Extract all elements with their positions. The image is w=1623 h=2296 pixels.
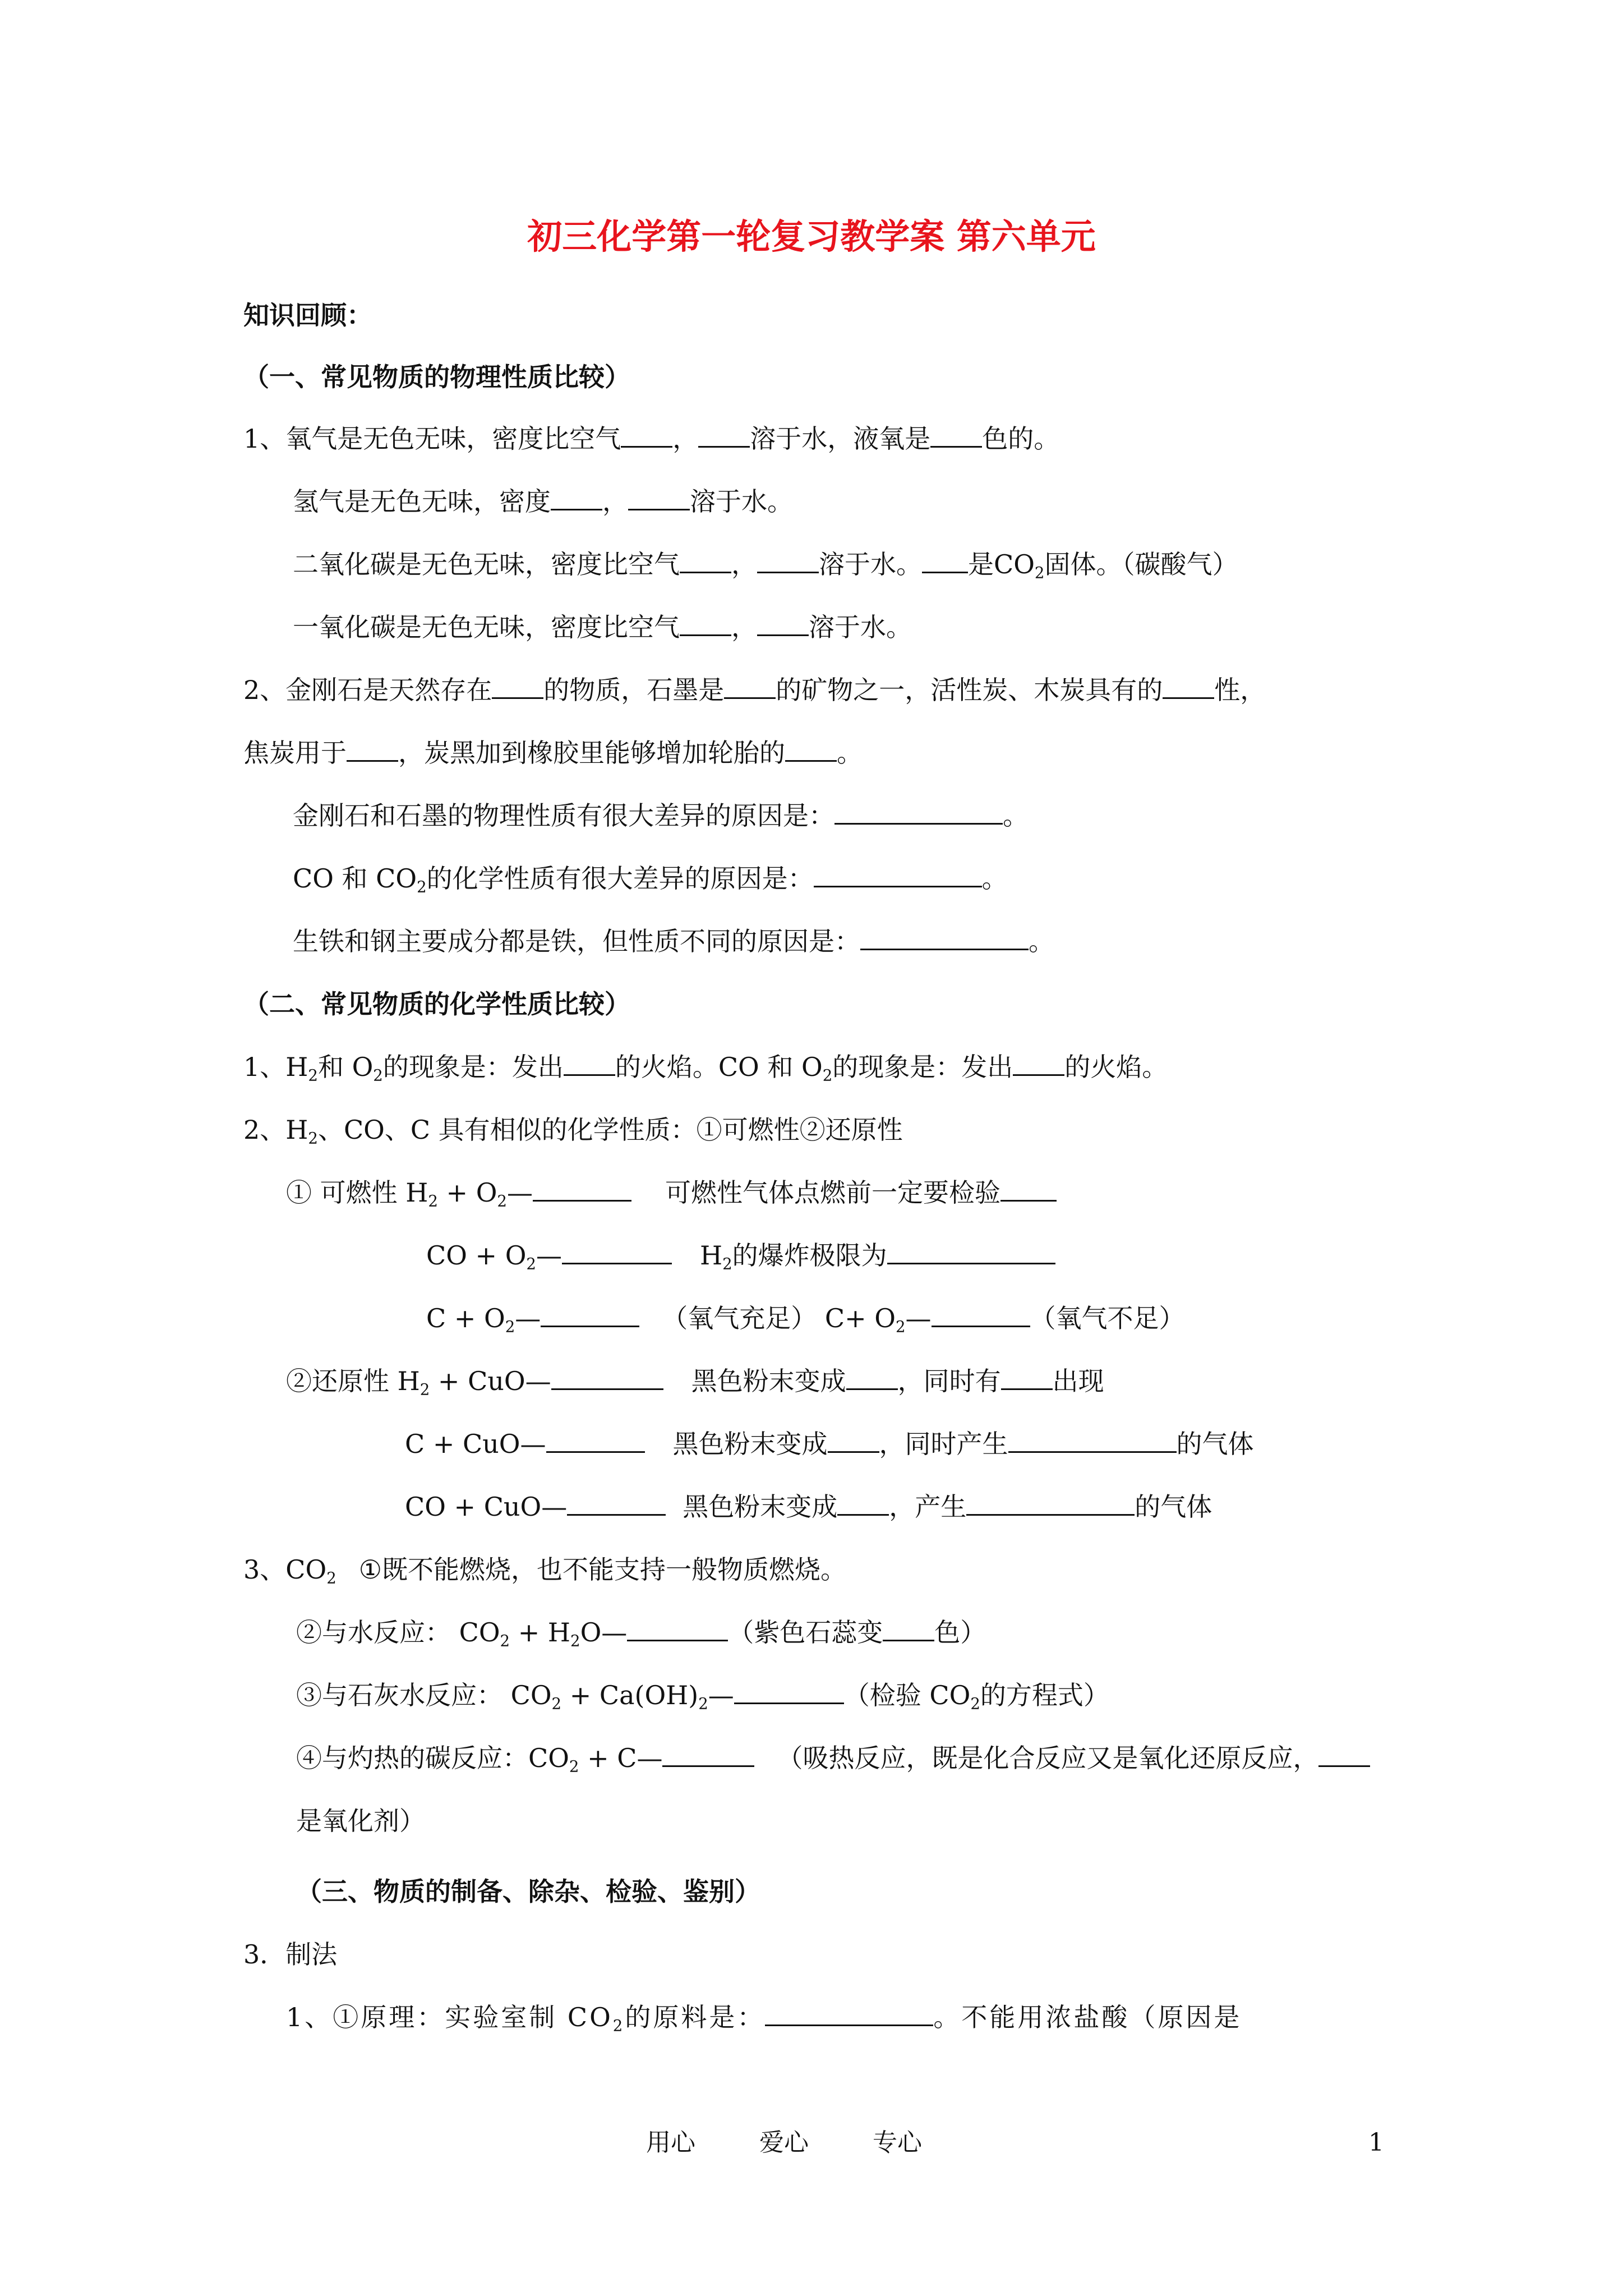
- reduction-co-line: CO + CuO— 黑色粉末变成 ，产生 的气体: [405, 1489, 1212, 1525]
- co-physical-line: 一氧化碳是无色无味，密度比空气 ， 溶于水。: [293, 609, 912, 645]
- footer-motto-1: 用心: [646, 2128, 695, 2157]
- reason-co-co2: CO 和 $CO_2$的化学性质有很大差异的原因是： 。: [293, 861, 1008, 896]
- carbon-line-2: 焦炭用于 ，炭黑加到橡胶里能够增加轮胎的 。: [243, 735, 863, 771]
- oxygen-line: 1、氧气是无色无味，密度比空气 ， 溶于水，液氧是 色的。: [243, 421, 1059, 457]
- section3-title: （三、物质的制备、除杂、检验、鉴别）: [296, 1876, 760, 1907]
- similar-properties-line: 2、$H_2$、CO、C 具有相似的化学性质：①可燃性②还原性: [243, 1115, 903, 1148]
- section1-title: （一、常见物质的物理性质比较）: [243, 362, 630, 392]
- carbon-line-1: 2、金刚石是天然存在 的物质，石墨是 的矿物之一，活性炭、木炭具有的 性，: [243, 672, 1266, 708]
- page-title: 初三化学第一轮复习教学案 第六单元: [527, 216, 1096, 257]
- co2-carbon-line: ④与灼热的碳反应：$CO_2$ + C— （吸热反应，既是化合反应又是氧化还原反应，: [296, 1740, 1370, 1776]
- preparation-principle-line: 1、①原理：实验室制 $CO_2$的原料是： 。不能用浓盐酸（原因是: [286, 1999, 1242, 2035]
- combustion-c-line: $C + O_2—$ （氧气充足） $C+ O_2—$ （氧气不足）: [426, 1300, 1185, 1336]
- reduction-c-line: C + CuO— 黑色粉末变成 ，同时产生 的气体: [405, 1426, 1254, 1462]
- co2-property-line: 3、$CO_2$ ①既不能燃烧，也不能支持一般物质燃烧。: [243, 1554, 846, 1588]
- footer-motto-2: 爱心: [759, 2128, 809, 2157]
- flame-line: 1、$H_2$和 $O_2$的现象是：发出 的火焰。CO 和 $O_2$的现象是：发出 的火焰。: [243, 1049, 1168, 1085]
- hydrogen-line: 氢气是无色无味，密度 ， 溶于水。: [293, 484, 793, 519]
- reason-diamond-graphite: 金刚石和石墨的物理性质有很大差异的原因是： 。: [293, 798, 1029, 834]
- co2-carbon-line-cont: 是氧化剂）: [296, 1806, 425, 1836]
- co2-physical-line: 二氧化碳是无色无味，密度比空气 ， 溶于水。 是$CO_2$固体。（碳酸气）: [293, 546, 1238, 582]
- footer-motto-3: 专心: [873, 2128, 922, 2157]
- section2-title: （二、常见物质的化学性质比较）: [243, 989, 630, 1019]
- review-heading: 知识回顾：: [243, 300, 372, 330]
- combustion-co-line: CO + $O_2—$ $H_2$的爆炸极限为: [426, 1237, 1055, 1273]
- reduction-h2-line: ②还原性 $H_2$ + CuO— 黑色粉末变成 ，同时有 出现: [286, 1363, 1104, 1399]
- preparation-heading: 3．制法: [243, 1939, 338, 1970]
- co2-water-line: ②与水反应： $CO_2$ + $H_2O—$ （紫色石蕊变 色）: [296, 1614, 986, 1650]
- co2-limewater-line: ③与石灰水反应： $CO_2$ + $Ca(OH)_2—$ （检验 $CO_2$的方程式）: [296, 1677, 1109, 1713]
- combustion-h2-line: ① 可燃性 $H_2$ + $O_2—$ 可燃性气体点燃前一定要检验: [286, 1175, 1057, 1211]
- page-number: 1: [1368, 2128, 1384, 2157]
- reason-iron-steel: 生铁和钢主要成分都是铁，但性质不同的原因是： 。: [293, 923, 1054, 959]
